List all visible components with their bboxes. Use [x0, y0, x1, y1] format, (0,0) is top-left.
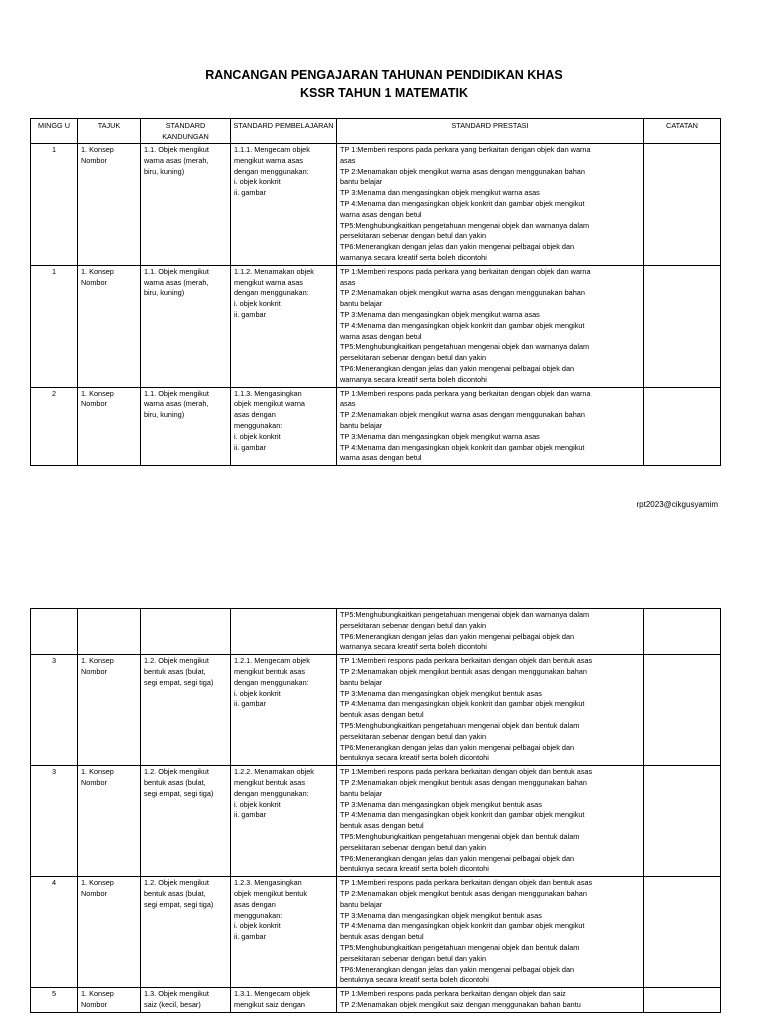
cell-text-line: Nombor: [81, 666, 107, 676]
cell-text-line: 1. Konsep: [81, 145, 114, 154]
cell-standard-prestasi: [337, 655, 644, 766]
cell-text-line: bentuknya secara kreatif serta boleh dicontohi: [340, 864, 489, 874]
cell-standard-kandungan: [141, 877, 231, 988]
cell-text-line: warnanya secara kreatif serta boleh dicontohi: [340, 374, 487, 384]
cell-catatan: [644, 877, 721, 988]
cell-standard-pembelajaran: [231, 144, 337, 266]
cell-standard-pembelajaran: [231, 265, 337, 387]
cell-text-line: TP 1:Memberi respons pada perkara yang berkaitan dengan objek dan warna: [340, 388, 591, 398]
cell-text-line: 1.3.1. Mengecam objek: [234, 989, 310, 999]
cell-text-line: TP6:Menerangkan dengan jelas dan yakin mengenai pelbagai objek dan: [340, 742, 575, 752]
table-row: [31, 387, 721, 466]
cell-text-line: TP 2:Menamakan objek mengikut warna asas dengan menggunakan bahan: [340, 288, 585, 298]
cell-text-line: 1. Konsep: [81, 656, 114, 666]
cell-text-line: dengan menggunakan:: [234, 166, 309, 176]
cell-text-line: TP6:Menerangkan dengan jelas dan yakin mengenai pelbagai objek dan: [340, 363, 575, 373]
footer-note: rpt2023@cikgusyamim: [636, 500, 718, 509]
table-body-page-2: [31, 609, 721, 1013]
cell-text-line: bentuknya secara kreatif serta boleh dicontohi: [340, 753, 489, 763]
cell-text-line: persekitaran sebenar dengan betul dan yakin: [340, 842, 487, 852]
cell-tajuk: [78, 877, 141, 988]
cell-text-line: bantu belajar: [340, 788, 383, 798]
cell-text-line: segi empat, segi tiga): [144, 677, 214, 687]
table-row: [31, 877, 721, 988]
cell-text-line: biru, kuning): [144, 288, 185, 298]
cell-text-line: bantu belajar: [340, 299, 383, 309]
cell-standard-kandungan: [141, 265, 231, 387]
cell-text-line: asas: [340, 277, 356, 287]
cell-tajuk: [78, 766, 141, 877]
cell-text-line: TP 2:Menamakan objek mengikut bentuk asas dengan menggunakan bahan: [340, 888, 587, 898]
cell-text-line: mengikut saiz dengan: [234, 999, 305, 1009]
cell-text-line: bantu belajar: [340, 677, 383, 687]
cell-text-line: objek mengikut warna: [234, 399, 305, 409]
cell-standard-prestasi: [337, 766, 644, 877]
cell-text-line: 1.1.1. Mengecam objek: [234, 145, 310, 154]
cell-standard-pembelajaran: [231, 655, 337, 766]
cell-text-line: TP5:Menghubungkaitkan pengetahuan mengenai objek dan bentuk dalam: [340, 720, 580, 730]
cell-text-line: TP 1:Memberi respons pada perkara berkaitan dengan objek dan saiz: [340, 989, 566, 999]
cell-tajuk: [78, 265, 141, 387]
cell-standard-kandungan: [141, 609, 231, 655]
cell-standard-prestasi: [337, 988, 644, 1013]
cell-text-line: TP6:Menerangkan dengan jelas dan yakin mengenai pelbagai objek dan: [340, 964, 575, 974]
cell-text-line: persekitaran sebenar dengan betul dan yakin: [340, 231, 487, 241]
cell-text-line: TP6:Menerangkan dengan jelas dan yakin mengenai pelbagai objek dan: [340, 242, 575, 252]
cell-text-line: Nombor: [81, 399, 107, 409]
cell-catatan: [644, 988, 721, 1013]
cell-text-line: ii. gambar: [234, 309, 267, 319]
cell-text-line: TP 3:Menama dan mengasingkan objek mengikut bentuk asas: [340, 910, 542, 920]
cell-text-line: TP 1:Memberi respons pada perkara yang berkaitan dengan objek dan warna: [340, 266, 591, 276]
cell-text-line: ii. gambar: [234, 699, 267, 709]
cell-text-line: persekitaran sebenar dengan betul dan yakin: [340, 353, 487, 363]
cell-text-line: TP 3:Menama dan mengasingkan objek mengikut warna asas: [340, 431, 540, 441]
cell-text-line: TP 3:Menama dan mengasingkan objek mengikut warna asas: [340, 188, 540, 198]
cell-text-line: TP6:Menerangkan dengan jelas dan yakin mengenai pelbagai objek dan: [340, 631, 575, 641]
table-row: [31, 609, 721, 655]
cell-text-line: i. objek konkrit: [234, 688, 281, 698]
col-header-minggu: MINGG U: [31, 119, 78, 144]
cell-text-line: TP 4:Menama dan mengasingkan objek konkrit dan gambar objek mengikut: [340, 699, 585, 709]
cell-standard-kandungan: [141, 387, 231, 466]
cell-text-line: persekitaran sebenar dengan betul dan yakin: [340, 620, 487, 630]
cell-text-line: ii. gambar: [234, 188, 267, 198]
cell-text-line: Nombor: [81, 777, 107, 787]
cell-catatan: [644, 144, 721, 266]
cell-text-line: persekitaran sebenar dengan betul dan yakin: [340, 731, 487, 741]
cell-text-line: i. objek konkrit: [234, 177, 281, 187]
cell-text-line: 1. Konsep: [81, 878, 114, 888]
cell-text-line: 1.2.3. Mengasingkan: [234, 878, 302, 888]
cell-text-line: TP 4:Menama dan mengasingkan objek konkrit dan gambar objek mengikut: [340, 198, 585, 208]
cell-text-line: warna asas (merah,: [144, 277, 209, 287]
cell-text-line: warna asas (merah,: [144, 155, 209, 165]
cell-text-line: 1.1.3. Mengasingkan: [234, 388, 302, 398]
cell-catatan: [644, 609, 721, 655]
cell-standard-prestasi: [337, 609, 644, 655]
cell-text-line: asas: [340, 155, 356, 165]
cell-tajuk: [78, 609, 141, 655]
cell-text-line: persekitaran sebenar dengan betul dan yakin: [340, 953, 487, 963]
cell-text-line: ii. gambar: [234, 932, 267, 942]
cell-minggu: 1: [31, 144, 78, 266]
cell-standard-pembelajaran: [231, 766, 337, 877]
cell-text-line: mengikut bentuk asas: [234, 777, 305, 787]
cell-minggu: 3: [31, 766, 78, 877]
cell-catatan: [644, 766, 721, 877]
cell-minggu: 1: [31, 265, 78, 387]
cell-text-line: 1.1. Objek mengikut: [144, 145, 209, 154]
cell-text-line: 1. Konsep: [81, 767, 114, 777]
cell-tajuk: [78, 144, 141, 266]
cell-tajuk: [78, 988, 141, 1013]
cell-text-line: dengan menggunakan:: [234, 677, 309, 687]
col-header-standard-kandungan: STANDARD KANDUNGAN: [141, 119, 231, 144]
cell-text-line: objek mengikut bentuk: [234, 888, 308, 898]
cell-standard-prestasi: [337, 877, 644, 988]
cell-text-line: TP5:Menghubungkaitkan pengetahuan mengenai objek dan bentuk dalam: [340, 831, 580, 841]
cell-text-line: 1.1. Objek mengikut: [144, 266, 209, 276]
cell-text-line: i. objek konkrit: [234, 799, 281, 809]
col-header-standard-pembelajaran: STANDARD PEMBELAJARAN: [231, 119, 337, 144]
cell-text-line: asas dengan: [234, 410, 276, 420]
cell-text-line: Nombor: [81, 888, 107, 898]
cell-text-line: i. objek konkrit: [234, 921, 281, 931]
col-header-catatan: CATATAN: [644, 119, 721, 144]
cell-standard-pembelajaran: [231, 609, 337, 655]
cell-text-line: 1.1.2. Menamakan objek: [234, 266, 314, 276]
cell-text-line: 1. Konsep: [81, 388, 114, 398]
cell-text-line: TP 4:Menama dan mengasingkan objek konkrit dan gambar objek mengikut: [340, 442, 585, 452]
cell-minggu: [31, 609, 78, 655]
cell-text-line: TP 1:Memberi respons pada perkara yang berkaitan dengan objek dan warna: [340, 145, 591, 154]
cell-text-line: TP 4:Menama dan mengasingkan objek konkrit dan gambar objek mengikut: [340, 320, 585, 330]
cell-tajuk: [78, 655, 141, 766]
table-row: [31, 265, 721, 387]
cell-text-line: warna asas dengan betul: [340, 209, 422, 219]
table-row: [31, 144, 721, 266]
cell-text-line: dengan menggunakan:: [234, 788, 309, 798]
cell-text-line: 1.2. Objek mengikut: [144, 878, 209, 888]
cell-text-line: TP5:Menghubungkaitkan pengetahuan mengenai objek dan warnanya dalam: [340, 342, 590, 352]
cell-text-line: TP 2:Menamakan objek mengikut warna asas dengan menggunakan bahan: [340, 166, 585, 176]
cell-text-line: menggunakan:: [234, 420, 283, 430]
cell-text-line: warnanya secara kreatif serta boleh dicontohi: [340, 252, 487, 262]
cell-standard-kandungan: [141, 655, 231, 766]
cell-standard-prestasi: [337, 387, 644, 466]
cell-text-line: i. objek konkrit: [234, 431, 281, 441]
cell-text-line: TP 2:Menamakan objek mengikut warna asas dengan menggunakan bahan: [340, 410, 585, 420]
cell-text-line: dengan menggunakan:: [234, 288, 309, 298]
table-header-row: [31, 119, 721, 144]
cell-text-line: Nombor: [81, 277, 107, 287]
cell-minggu: 5: [31, 988, 78, 1013]
cell-text-line: 1. Konsep: [81, 266, 114, 276]
table-row: [31, 766, 721, 877]
cell-text-line: TP 3:Menama dan mengasingkan objek mengikut bentuk asas: [340, 799, 542, 809]
cell-text-line: segi empat, segi tiga): [144, 899, 214, 909]
cell-text-line: 1.2. Objek mengikut: [144, 656, 209, 666]
cell-text-line: 1.2.2. Menamakan objek: [234, 767, 314, 777]
cell-text-line: warnanya secara kreatif serta boleh dicontohi: [340, 642, 487, 652]
cell-text-line: 1.3. Objek mengikut: [144, 989, 209, 999]
table-row: [31, 988, 721, 1013]
cell-catatan: [644, 387, 721, 466]
cell-text-line: bentuk asas dengan betul: [340, 821, 424, 831]
document-title: RANCANGAN PENGAJARAN TAHUNAN PENDIDIKAN KHAS: [205, 68, 563, 82]
cell-text-line: asas: [340, 399, 356, 409]
cell-standard-kandungan: [141, 988, 231, 1013]
cell-text-line: mengikut warna asas: [234, 155, 303, 165]
cell-text-line: 1.2.1. Mengecam objek: [234, 656, 310, 666]
cell-standard-kandungan: [141, 144, 231, 266]
cell-standard-pembelajaran: [231, 877, 337, 988]
cell-text-line: 1.2. Objek mengikut: [144, 767, 209, 777]
cell-text-line: 1.1. Objek mengikut: [144, 388, 209, 398]
cell-text-line: TP 2:Menamakan objek mengikut bentuk asas dengan menggunakan bahan: [340, 666, 587, 676]
cell-text-line: i. objek konkrit: [234, 299, 281, 309]
cell-text-line: warna asas (merah,: [144, 399, 209, 409]
cell-text-line: asas dengan: [234, 899, 276, 909]
cell-text-line: bentuk asas dengan betul: [340, 710, 424, 720]
cell-text-line: mengikut warna asas: [234, 277, 303, 287]
cell-text-line: ii. gambar: [234, 810, 267, 820]
cell-tajuk: [78, 387, 141, 466]
document-subtitle: KSSR TAHUN 1 MATEMATIK: [299, 86, 469, 100]
cell-text-line: bentuknya secara kreatif serta boleh dicontohi: [340, 975, 489, 985]
cell-standard-pembelajaran: [231, 387, 337, 466]
cell-standard-prestasi: [337, 265, 644, 387]
cell-text-line: Nombor: [81, 155, 107, 165]
cell-text-line: bantu belajar: [340, 899, 383, 909]
cell-standard-kandungan: [141, 766, 231, 877]
cell-text-line: bentuk asas (bulat,: [144, 888, 206, 898]
rpt-table-page-1: [30, 118, 721, 466]
cell-text-line: TP5:Menghubungkaitkan pengetahuan mengenai objek dan warnanya dalam: [340, 610, 590, 619]
cell-text-line: TP6:Menerangkan dengan jelas dan yakin mengenai pelbagai objek dan: [340, 853, 575, 863]
cell-text-line: bentuk asas (bulat,: [144, 666, 206, 676]
cell-text-line: TP 3:Menama dan mengasingkan objek mengikut bentuk asas: [340, 688, 542, 698]
cell-text-line: warna asas dengan betul: [340, 331, 422, 341]
cell-text-line: mengikut bentuk asas: [234, 666, 305, 676]
cell-minggu: 3: [31, 655, 78, 766]
cell-text-line: warna asas dengan betul: [340, 453, 422, 463]
cell-text-line: TP 4:Menama dan mengasingkan objek konkrit dan gambar objek mengikut: [340, 921, 585, 931]
col-header-tajuk: TAJUK: [78, 119, 141, 144]
cell-catatan: [644, 655, 721, 766]
col-header-standard-prestasi: STANDARD PRESTASI: [337, 119, 644, 144]
cell-text-line: biru, kuning): [144, 166, 185, 176]
cell-text-line: TP 4:Menama dan mengasingkan objek konkrit dan gambar objek mengikut: [340, 810, 585, 820]
table-row: [31, 655, 721, 766]
cell-text-line: biru, kuning): [144, 410, 185, 420]
cell-text-line: TP5:Menghubungkaitkan pengetahuan mengenai objek dan bentuk dalam: [340, 942, 580, 952]
cell-text-line: 1. Konsep: [81, 989, 114, 999]
cell-text-line: TP5:Menghubungkaitkan pengetahuan mengenai objek dan warnanya dalam: [340, 220, 590, 230]
cell-text-line: saiz (kecil, besar): [144, 999, 201, 1009]
cell-text-line: TP 3:Menama dan mengasingkan objek mengikut warna asas: [340, 309, 540, 319]
cell-text-line: ii. gambar: [234, 442, 267, 452]
cell-text-line: bentuk asas (bulat,: [144, 777, 206, 787]
cell-text-line: TP 2:Menamakan objek mengikut bentuk asas dengan menggunakan bahan: [340, 777, 587, 787]
cell-text-line: segi empat, segi tiga): [144, 788, 214, 798]
cell-standard-prestasi: [337, 144, 644, 266]
cell-text-line: TP 2:Menamakan objek mengikut saiz dengan menggunakan bahan bantu: [340, 999, 581, 1009]
cell-minggu: 4: [31, 877, 78, 988]
rpt-table-page-2: [30, 608, 721, 1013]
cell-text-line: bentuk asas dengan betul: [340, 932, 424, 942]
cell-text-line: TP 1:Memberi respons pada perkara berkaitan dengan objek dan bentuk asas: [340, 767, 593, 777]
cell-catatan: [644, 265, 721, 387]
cell-text-line: bantu belajar: [340, 420, 383, 430]
cell-text-line: menggunakan:: [234, 910, 283, 920]
page-gap: [0, 540, 768, 600]
cell-standard-pembelajaran: [231, 988, 337, 1013]
cell-text-line: TP 1:Memberi respons pada perkara berkaitan dengan objek dan bentuk asas: [340, 656, 593, 666]
table-body-page-1: [31, 144, 721, 466]
cell-text-line: Nombor: [81, 999, 107, 1009]
cell-text-line: TP 1:Memberi respons pada perkara berkaitan dengan objek dan bentuk asas: [340, 878, 593, 888]
cell-text-line: bantu belajar: [340, 177, 383, 187]
cell-minggu: 2: [31, 387, 78, 466]
